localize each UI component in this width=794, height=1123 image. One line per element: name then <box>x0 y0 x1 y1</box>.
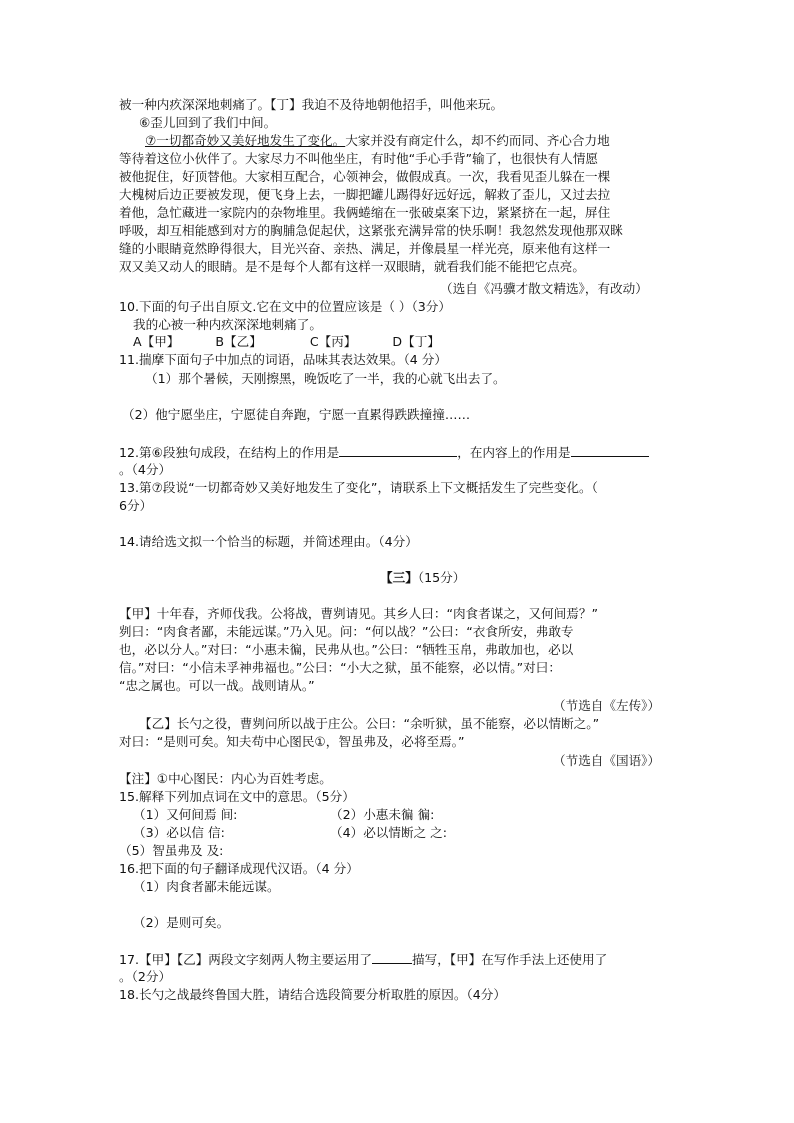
question-16-item-1: （1）肉食者鄙未能远谋。 <box>133 879 280 894</box>
jia-source: （节选自《左传》） <box>553 698 661 713</box>
question-12-score: 。（4分） <box>119 462 172 477</box>
question-15-item-3: （3）必以信 信: <box>133 825 225 840</box>
question-15-item-1: （1）又何间焉 间: <box>133 807 238 822</box>
yi-line: 【乙】长勺之役，曹刿问所以战于庄公。公曰：“余听狱，虽不能察，必以情断之。” <box>139 716 600 731</box>
question-17-score: 。（2分） <box>119 969 172 984</box>
passage-line <box>145 132 610 150</box>
question-13-score: 6分） <box>119 498 153 513</box>
answer-blank[interactable] <box>372 950 412 964</box>
jia-line: 【甲】十年春，齐师伐我。公将战，曹刿请见。其乡人曰：“肉食者谋之，又何间焉？” <box>119 606 599 621</box>
question-14: 14.请给选文拟一个恰当的标题，并简述理由。（4分） <box>119 534 418 549</box>
question-10: 10.下面的句子出自原文.它在文中的位置应该是（ ）（3分） <box>119 299 451 314</box>
question-18: 18.长勺之战最终鲁国大胜，请结合选段简要分析取胜的原因。（4分） <box>119 987 506 1002</box>
passage-line: 着他，急忙藏进一家院内的杂物堆里。我俩蜷缩在一张破桌案下边，紧紧挤在一起，屏住 <box>119 205 611 220</box>
question-11: 11.揣摩下面句子中加点的词语，品味其表达效果。（4 分） <box>119 352 447 367</box>
passage-line: ⑥歪儿回到了我们中间。 <box>139 115 277 130</box>
question-12: 12.第⑥段独句成段，在结构上的作用是 ，在内容上的作用是 <box>119 443 649 462</box>
question-15-item-2: （2）小惠未徧 徧: <box>330 807 435 822</box>
question-10-sentence: 我的心被一种内疚深深地刺痛了。 <box>133 317 322 332</box>
passage-line: 等待着这位小伙伴了。大家尽力不叫他坐庄，有时他“手心手背”输了，也很快有人情愿 <box>119 151 599 166</box>
jia-line: 也，必以分人。”对曰：“小惠未徧，民弗从也。”公曰：“牺牲玉帛，弗敢加也，必以 <box>119 642 574 657</box>
jia-line: 刿曰：“肉食者鄙，未能远谋。”乃入见。问：“何以战？”公曰：“衣食所安，弗敢专 <box>119 624 574 639</box>
option-c[interactable]: C【丙】 <box>309 334 357 349</box>
passage-line: 被他捉住，好顶替他。大家相互配合，心领神会，做假成真。一次，我看见歪儿躲在一棵 <box>119 169 611 184</box>
passage-line: 缝的小眼睛竟然睁得很大，目光兴奋、亲热、满足，并像晨星一样光亮，原来他有这样一 <box>119 241 611 256</box>
question-16: 16.把下面的句子翻译成现代汉语。（4 分） <box>119 861 359 876</box>
question-11-item-2: （2）他宁愿坐庄，宁愿徒自奔跑，宁愿一直累得跌跌撞撞…… <box>122 407 471 422</box>
answer-blank[interactable] <box>571 443 649 457</box>
answer-blank[interactable] <box>339 443 457 457</box>
option-a[interactable]: A【甲】 <box>133 334 180 349</box>
option-d[interactable]: D【丁】 <box>392 334 440 349</box>
passage-line: 被一种内疚深深地刺痛了。【丁】我迫不及待地朝他招手，叫他来玩。 <box>119 97 504 112</box>
passage-line: 呼吸，却互相能感到对方的胸脯急促起伏，这紧张充满异常的快乐啊！我忽然发现他那双眯 <box>119 223 623 238</box>
passage-line: 双又美又动人的眼睛。是不是每个人都有这样一双眼睛，就看我们能不能把它点亮。 <box>119 259 585 274</box>
question-15-item-4: （4）必以情断之 之: <box>330 825 448 840</box>
underlined-sentence: ⑦一切都奇妙又美好地发生了变化。 <box>145 133 346 148</box>
yi-line: 对曰：“是则可矣。知夫苟中心图民①，智虽弗及，必将至焉。” <box>119 734 465 749</box>
question-17: 17.【甲】【乙】两段文字刻两人物主要运用了 描写，【甲】在写作手法上还使用了 <box>119 952 608 967</box>
jia-line: “忠之属也。可以一战。战则请从。” <box>119 678 315 693</box>
passage-text: 大家并没有商定什么，却不约而同、齐心合力地 <box>345 133 610 148</box>
passage-source: （选自《冯骥才散文精选》，有改动） <box>440 281 648 296</box>
section-3-heading: 【三】（15分） <box>380 570 466 585</box>
question-15: 15.解释下列加点词在文中的意思。（5分） <box>119 789 355 804</box>
question-16-item-2: （2）是则可矣。 <box>133 915 230 930</box>
jia-line: 信。”对曰：“小信未孚神弗福也。”公曰：“小大之狱，虽不能察，必以情。”对曰： <box>119 660 561 675</box>
question-10-options <box>133 333 440 351</box>
yi-source: （节选自《国语》） <box>553 753 661 768</box>
question-13: 13.第⑦段说“一切都奇妙又美好地发生了变化”，请联系上下文概括发生了完些变化。（ <box>119 480 598 495</box>
question-15-item-5: （5）智虽弗及 及: <box>119 843 224 858</box>
footnote: 【注】①中心图民：内心为百姓考虑。 <box>119 771 332 786</box>
passage-line: 大槐树后边正要被发现，便飞身上去，一脚把罐儿踢得好远好远，解救了歪儿，又过去拉 <box>119 187 611 202</box>
option-b[interactable]: B【乙】 <box>215 334 262 349</box>
question-11-item-1: （1）那个暑候，天刚擦黑，晚饭吃了一半，我的心就飞出去了。 <box>145 371 506 386</box>
